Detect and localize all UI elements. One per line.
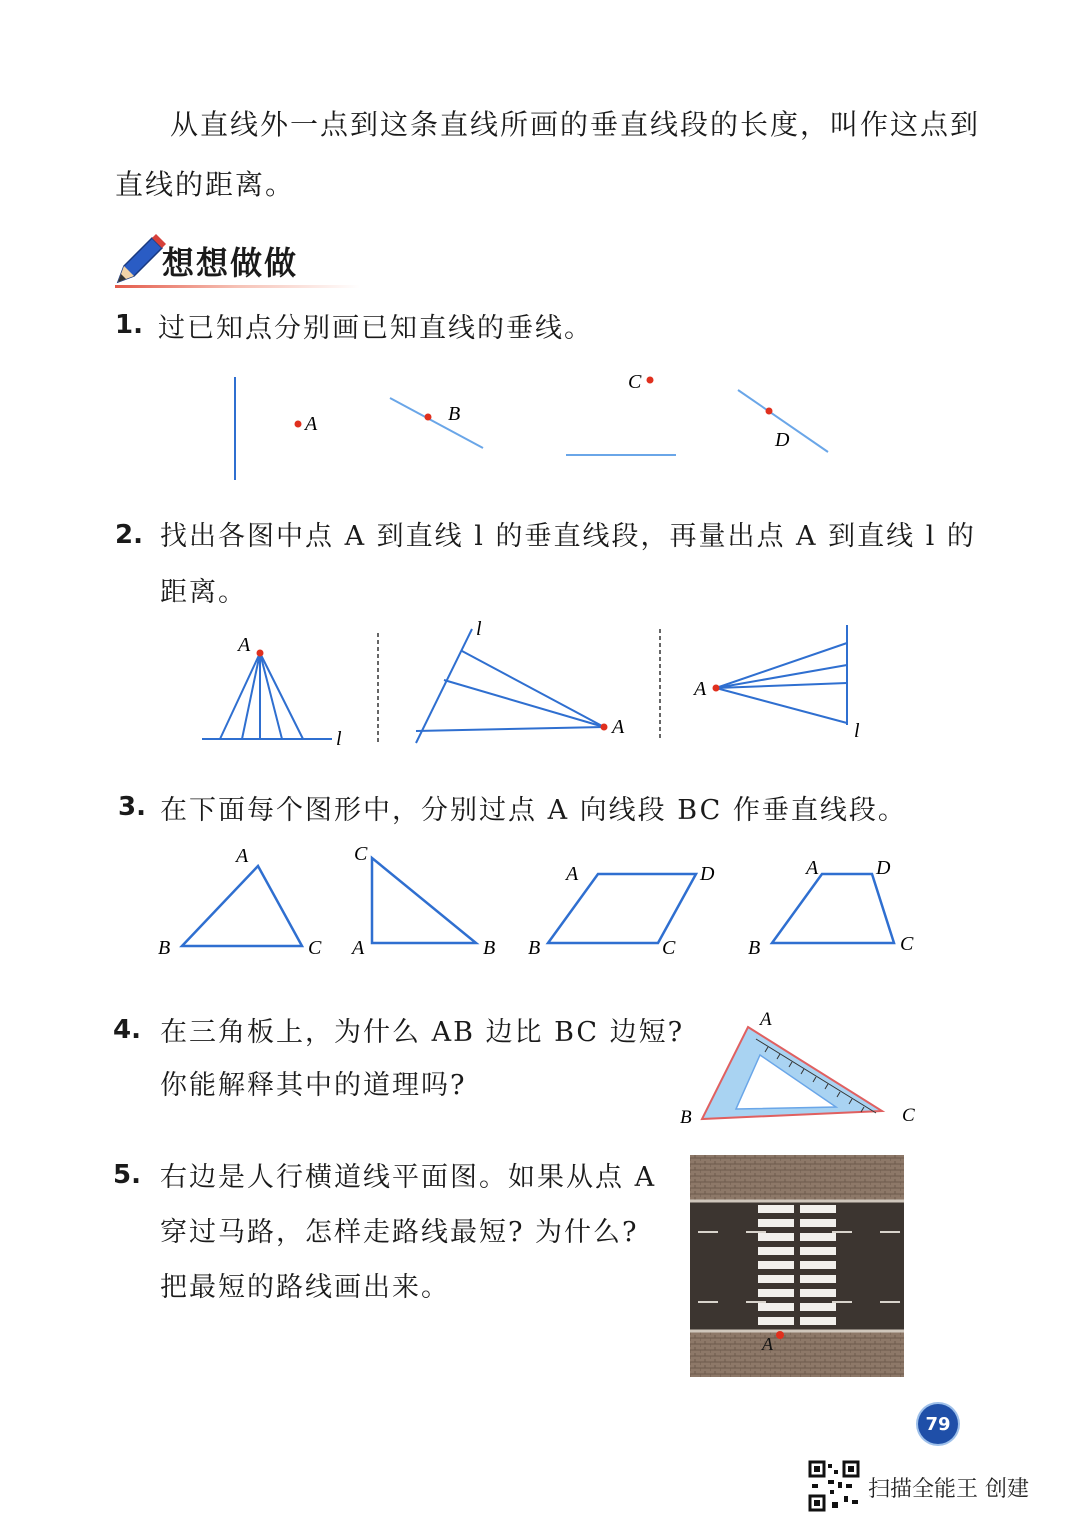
q1-label-c: C [628,371,642,393]
qr-code-icon [808,1460,860,1512]
sidewalk-bottom [690,1331,904,1377]
q5-line-1: 右边是人行横道线平面图。如果从点 A [160,1162,657,1193]
section-underline [115,285,360,288]
q1-label-d: D [775,429,790,451]
q4-line-2: 你能解释其中的道理吗? [160,1070,467,1101]
svg-text:B: B [748,937,761,959]
q2-fig3-label-a: A [694,678,707,700]
q2-number: 2. [115,520,143,550]
svg-text:D: D [876,857,891,879]
q5-line-2: 穿过马路，怎样走路线最短? 为什么? [160,1217,639,1248]
q3-figures [150,838,930,968]
intro-line-1: 从直线外一点到这条直线所画的垂直线段的长度，叫作这点到 [170,108,981,141]
q1-point-a [295,421,302,428]
svg-text:C: C [902,1105,915,1126]
q1-point-b [425,414,432,421]
intro-line-2: 直线的距离。 [115,168,296,201]
svg-text:C: C [662,937,676,959]
q1-number: 1. [115,310,143,340]
svg-text:A: A [566,863,579,885]
q1-label-a: A [305,413,318,435]
svg-text:B: B [158,937,171,959]
svg-text:C: C [354,843,368,865]
svg-text:D: D [700,863,715,885]
q2-figures [190,615,890,755]
svg-text:B: B [680,1107,692,1128]
page-number: 79 [918,1404,958,1444]
svg-text:A: A [806,857,819,879]
q3-number: 3. [118,792,146,822]
q2-fig2-label-l: l [476,618,482,640]
pencil-icon [110,230,170,290]
q4-line-1: 在三角板上，为什么 AB 边比 BC 边短? [160,1017,685,1048]
q2-fig1-label-l: l [336,728,342,750]
q1-label-b: B [448,403,461,425]
scanner-watermark: 扫描全能王 创建 [868,1477,1029,1502]
q5-line-3: 把最短的路线画出来。 [160,1272,450,1303]
q1-line-b [390,398,483,448]
svg-text:A: A [352,937,365,959]
svg-text:C: C [308,937,322,959]
q1-point-d [766,408,773,415]
road [690,1201,904,1331]
svg-text:A: A [760,1009,772,1030]
q5-number: 5. [113,1160,141,1190]
section-title: 想想做做 [162,244,299,282]
q2-fig3-label-l: l [854,720,860,742]
q5-point-a [776,1331,784,1339]
q4-number: 4. [113,1015,141,1045]
q2-line-1: 找出各图中点 A 到直线 l 的垂直线段，再量出点 A 到直线 l 的 [160,521,976,552]
q2-fig1-label-a: A [238,634,251,656]
q1-figures [200,360,860,490]
section-heading [110,230,370,290]
svg-text:C: C [900,933,914,955]
svg-text:B: B [528,937,541,959]
q1-point-c [647,377,654,384]
svg-text:A: A [236,845,249,867]
sidewalk-top [690,1155,904,1201]
q5-label-a: A [762,1334,773,1354]
q1-text: 过已知点分别画已知直线的垂线。 [158,313,593,344]
crosswalk-plan [690,1155,904,1377]
q2-fig2-label-a: A [612,716,625,738]
q3-text: 在下面每个图形中，分别过点 A 向线段 BC 作垂直线段。 [160,795,907,826]
set-square-figure [676,1003,926,1133]
svg-text:B: B [483,937,496,959]
q2-line-2: 距离。 [160,577,247,608]
